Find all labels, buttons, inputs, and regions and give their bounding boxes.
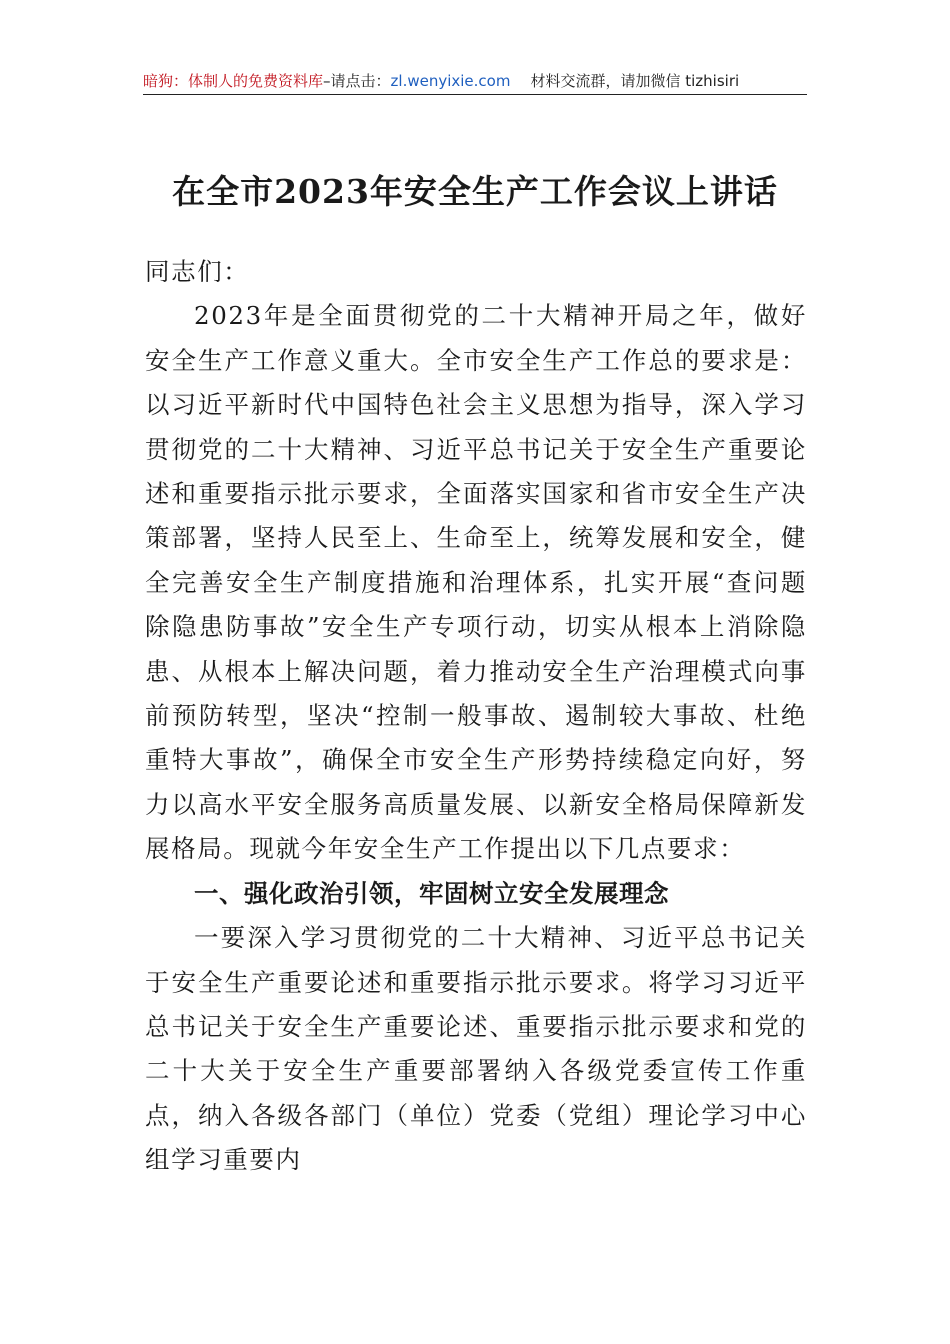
header-group-info: 材料交流群，请加微信 tizhisiri — [530, 72, 740, 90]
header-url-link[interactable]: zl.wenyixie.com — [390, 72, 511, 90]
section-heading-1: 一、强化政治引领，牢固树立安全发展理念 — [194, 878, 669, 908]
section-1-paragraph-1: 一要深入学习贯彻党的二十大精神、习近平总书记关于安全生产重要论述和重要指示批示要求。将学习习近平总书记关于安全生产重要论述、重要指示批示要求和党的二十大关于安全生产重要部署纳入各级党委宣传工作重点，纳入各级各部门（单位）党委（党组）理论学习中心组学习重要内 — [145, 923, 807, 1175]
document-title: 在全市2023年安全生产工作会议上讲话 — [172, 172, 778, 211]
salutation: 同志们： — [145, 257, 250, 286]
header-click-prefix: –请点击： — [323, 72, 391, 90]
intro-paragraph: 2023年是全面贯彻党的二十大精神开局之年，做好安全生产工作意义重大。全市安全生产工作总的要求是：以习近平新时代中国特色社会主义思想为指导，深入学习贯彻党的二十大精神、习近平总书记关于安全生产重要论述和重要指示批示要求，全面落实国家和省市安全生产决策部署，坚持人民至上、生命至上，统筹发展和安全，健全完善安全生产制度措施和治理体系，扎实开展“查问题除隐患防事故”安全生产专项行动，切实从根本上消除隐患、从根本上解决问题，着力推动安全生产治理模式向事前预防转型，坚决“控制一般事故、遏制较大事故、杜绝重特大事故”，确保全市安全生产形势持续稳定向好，努力以高水平安全服务高质量发展、以新安全格局保障新发展格局。现就今年安全生产工作提出以下几点要求： — [145, 301, 807, 864]
document-header-banner — [143, 68, 807, 95]
header-brand-text: 暗狗：体制人的免费资料库 — [143, 72, 324, 90]
document-body — [145, 250, 807, 1183]
